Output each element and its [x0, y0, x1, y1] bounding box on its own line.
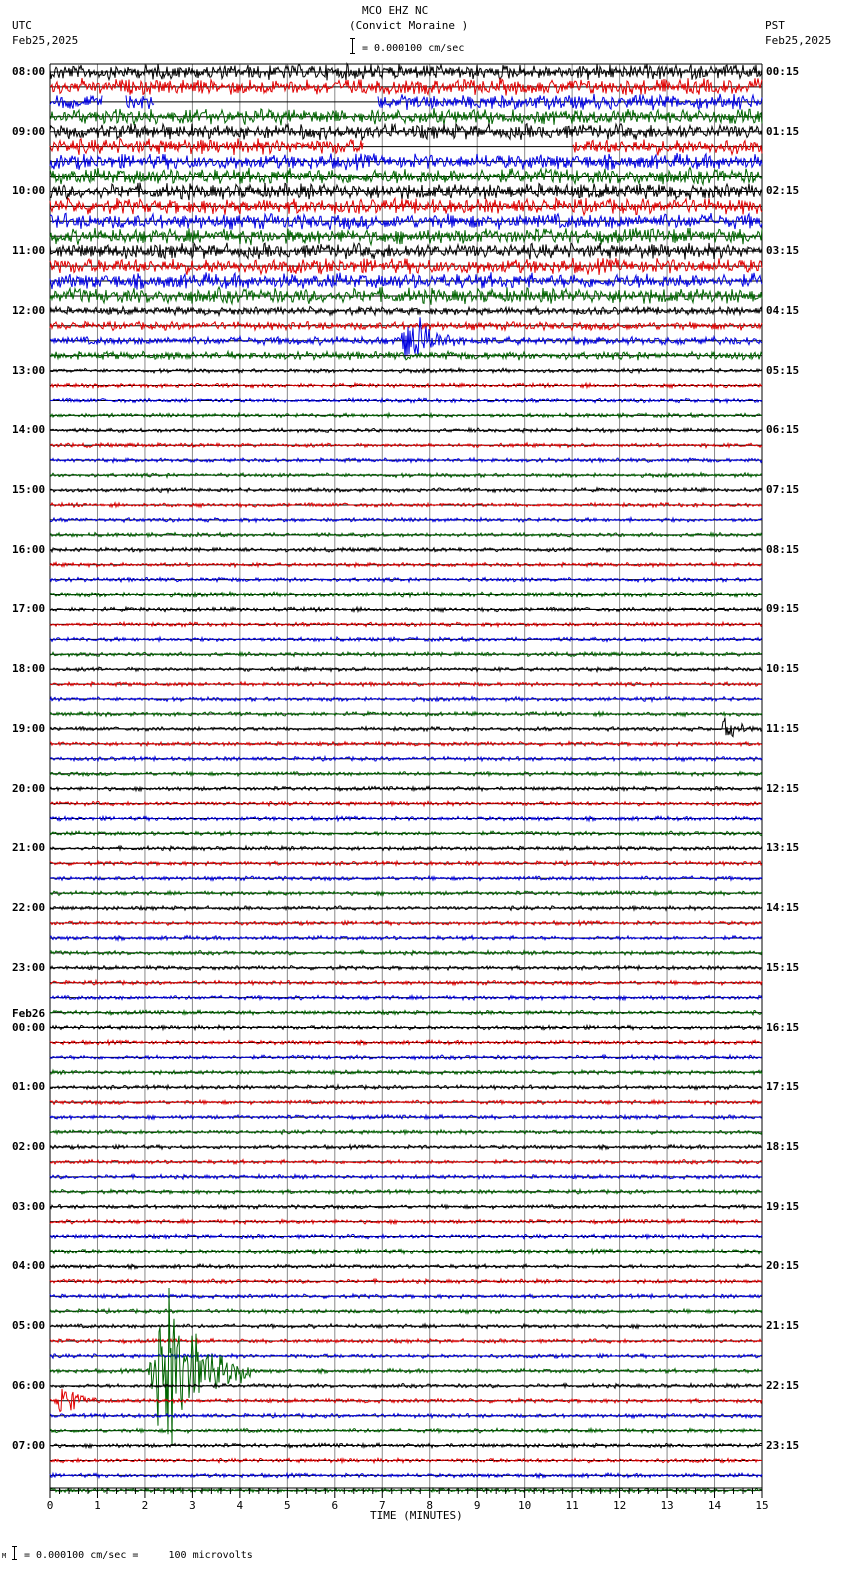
utc-hour-label: 02:00: [12, 1139, 46, 1153]
pst-hour-label: 22:15: [766, 1378, 800, 1392]
seismic-trace: [50, 503, 762, 507]
x-tick-label: 7: [378, 1499, 386, 1512]
utc-hour-label: 03:00: [12, 1199, 46, 1213]
seismic-trace: [50, 1115, 762, 1120]
seismic-trace: [50, 637, 762, 642]
seismic-trace: [50, 1085, 762, 1090]
x-tick-label: 12: [612, 1499, 627, 1512]
seismic-trace: [50, 1264, 762, 1269]
pst-hour-label: 05:15: [766, 363, 800, 377]
pst-hour-label: 06:15: [766, 423, 800, 437]
pst-date: Feb25,2025: [765, 34, 832, 47]
seismic-trace: [50, 518, 762, 522]
pst-hour-label: 11:15: [766, 721, 800, 735]
utc-hour-label: 23:00: [12, 960, 46, 974]
utc-hour-label: 06:00: [12, 1378, 46, 1392]
seismic-trace: [50, 891, 762, 896]
x-tick-label: 11: [565, 1499, 579, 1512]
seismic-trace: [50, 1070, 762, 1074]
utc-hour-label: 16:00: [12, 542, 46, 556]
utc-hour-label: 08:00: [12, 65, 46, 78]
utc-hour-label: 18:00: [12, 662, 46, 676]
x-tick-label: 15: [755, 1499, 769, 1512]
x-axis-title: TIME (MINUTES): [370, 1509, 463, 1522]
pst-hour-label: 00:15: [766, 65, 800, 78]
utc-hour-label: 13:00: [12, 363, 46, 377]
pst-hour-label: 01:15: [766, 124, 800, 138]
pst-hour-label: 23:15: [766, 1438, 800, 1452]
utc-hour-label: 20:00: [12, 781, 46, 795]
utc-hour-label: 14:00: [12, 423, 46, 437]
station-location: (Convict Moraine ): [349, 19, 469, 32]
seismic-trace: [50, 1473, 762, 1478]
pst-hour-label: 15:15: [766, 960, 800, 974]
pst-hour-label: 02:15: [766, 184, 800, 198]
x-tick-label: 1: [94, 1499, 101, 1512]
footer-scale-cap-top: [12, 1546, 17, 1547]
x-tick-label: 3: [189, 1499, 196, 1512]
pst-hour-label: 18:15: [766, 1139, 800, 1153]
seismic-trace: [50, 533, 762, 538]
x-tick-label: 0: [46, 1499, 54, 1512]
seismic-trace: [50, 718, 762, 737]
seismic-trace: [50, 1414, 762, 1419]
footer-scale-cap-bottom: [12, 1559, 17, 1560]
date-change-label: Feb26: [12, 1006, 46, 1020]
seismic-trace: [50, 1488, 762, 1492]
utc-date: Feb25,2025: [12, 34, 79, 47]
footer-scale-bar-icon: [14, 1546, 15, 1560]
pst-hour-label: 19:15: [766, 1199, 800, 1213]
footer-marker: M: [2, 1552, 7, 1560]
utc-hour-label: 12:00: [12, 303, 46, 317]
x-tick-label: 10: [518, 1499, 532, 1512]
utc-label: UTC: [12, 19, 32, 32]
pst-hour-label: 14:15: [766, 901, 800, 915]
footer-scale-text: = 0.000100 cm/sec = 100 microvolts: [24, 1550, 253, 1561]
pst-label: PST: [765, 19, 785, 32]
seismic-trace: [50, 996, 762, 1001]
seismic-trace: [50, 578, 762, 582]
utc-hour-label: 10:00: [12, 184, 46, 198]
utc-hour-label: 11:00: [12, 244, 46, 258]
seismic-trace: [50, 1428, 762, 1433]
pst-hour-label: 13:15: [766, 841, 800, 855]
pst-hour-label: 20:15: [766, 1259, 800, 1273]
utc-hour-label: 07:00: [12, 1438, 46, 1452]
pst-hour-label: 08:15: [766, 542, 800, 556]
seismic-trace: [50, 562, 762, 567]
x-tick-label: 5: [284, 1499, 291, 1512]
pst-hour-label: 09:15: [766, 602, 800, 616]
seismic-trace: [50, 652, 762, 657]
utc-hour-label: 05:00: [12, 1319, 46, 1333]
utc-hour-label: 00:00: [12, 1020, 46, 1034]
x-tick-label: 9: [473, 1499, 481, 1512]
x-tick-label: 2: [141, 1499, 149, 1512]
x-tick-label: 4: [236, 1499, 244, 1512]
utc-hour-label: 19:00: [12, 721, 46, 735]
utc-hour-label: 15:00: [12, 483, 46, 497]
pst-hour-label: 21:15: [766, 1319, 800, 1333]
x-tick-label: 8: [426, 1499, 434, 1512]
utc-hour-label: 17:00: [12, 602, 46, 616]
seismic-trace: [50, 168, 762, 185]
seismic-trace: [50, 398, 762, 403]
pst-hour-label: 10:15: [766, 662, 800, 676]
utc-hour-label: 09:00: [12, 124, 46, 138]
x-tick-label: 6: [331, 1499, 339, 1512]
station-title: MCO EHZ NC: [362, 4, 429, 17]
utc-hour-label: 22:00: [12, 901, 46, 915]
scale-text: = 0.000100 cm/sec: [362, 43, 465, 54]
utc-hour-label: 21:00: [12, 841, 46, 855]
pst-hour-label: 07:15: [766, 483, 800, 497]
seismic-trace: [50, 287, 762, 305]
pst-hour-label: 04:15: [766, 303, 800, 317]
pst-hour-label: 03:15: [766, 244, 800, 258]
x-tick-label: 14: [707, 1499, 722, 1512]
pst-hour-label: 12:15: [766, 781, 800, 795]
pst-hour-label: 17:15: [766, 1080, 800, 1094]
seismic-trace: [50, 1010, 762, 1015]
utc-hour-label: 01:00: [12, 1080, 46, 1094]
x-tick-label: 13: [660, 1499, 674, 1512]
pst-hour-label: 16:15: [766, 1020, 800, 1034]
seismic-trace: [50, 742, 762, 747]
utc-hour-label: 04:00: [12, 1259, 46, 1273]
